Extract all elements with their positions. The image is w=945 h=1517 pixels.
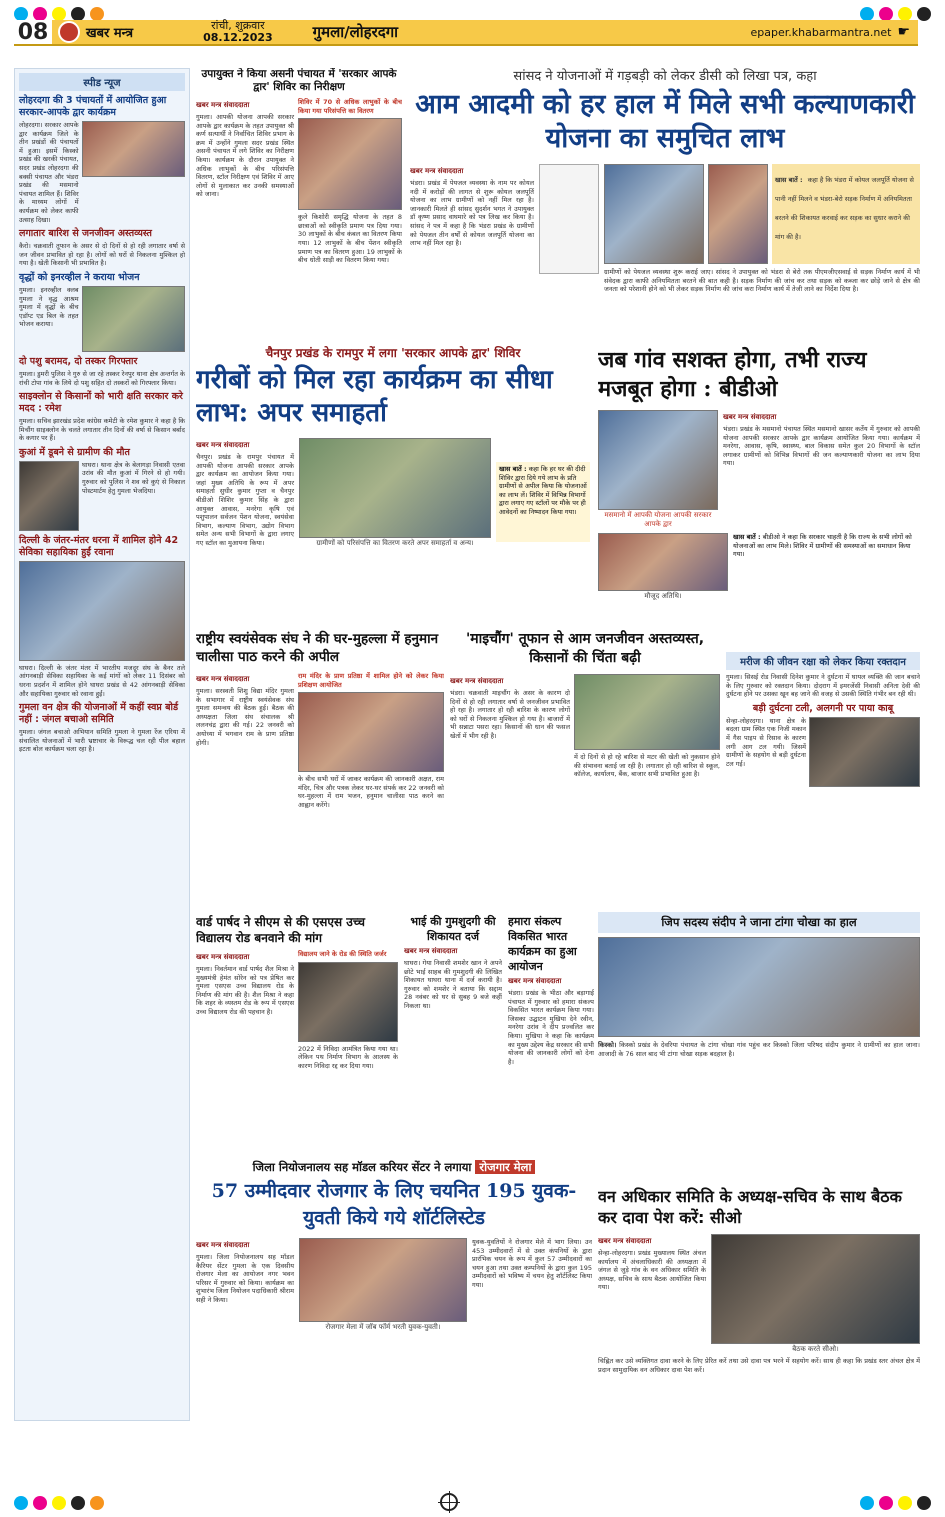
brief-headline: दो पशु बरामद, दो तस्कर गिरफ्तार (19, 355, 138, 367)
color-dots-right (860, 7, 931, 21)
issue-date: 08.12.2023 (203, 31, 273, 44)
story-gaon (598, 346, 920, 646)
guests-photo (598, 533, 728, 591)
story-headline-2: बड़ी दुर्घटना टली, अलगनी पर पाया काबू (752, 702, 894, 714)
story-photo (298, 692, 444, 772)
story-bhai (404, 914, 502, 1152)
story-chainpur (196, 344, 590, 626)
story-byline: खबर मन्त्र संवाददाता (598, 1237, 652, 1245)
brief-headline: गुमला वन क्षेत्र की योजनाओं में कहीं स्वप्न बोर्ड नहीं : जंगल बचाओ समिति (19, 702, 179, 726)
brief-body: गुमला। इनरव्हील क्लब गुमला ने वृद्ध आश्रम गुमला में वृद्धों के बीच एडॉप्ट एड बिल के तहत भोजन कराया। (19, 285, 79, 329)
section-title: गुमला/लोहरदगा (312, 23, 399, 41)
khas-label: खास बातें : (499, 465, 527, 473)
city-day: रांची, शुक्रवार (211, 19, 265, 32)
story-headline: जब गांव सशक्त होगा, तभी राज्य मजबूत होगा : बीडीओ (598, 347, 867, 402)
story-body-2: ग्रामीणों को पेयजल व्यवस्था शुरू कराई जाए। सांसद ने उपायुक्त को भंडरा से बेरो तक पीएमजीएसवाई से सड़क निर्माण कार्य में भी संवेदक द्वारा काफी अनियमितता बरतने की बात कही है। सड़क निर्माण की जांच कर तथा सड़क को कब्जा कर छोड़े जाने से क्षेत्र की जनता को परेशानी होने को भी लेकर सड़क निर्माण की जांच करा निर्माण कार्य में तेजी लाने का निर्देश दिया है। (604, 268, 920, 294)
khas-box (772, 164, 920, 264)
story-headline: उपायुक्त ने किया असनी पंचायत में 'सरकार आपके द्वार' शिविर का निरीक्षण (201, 68, 397, 93)
story-byline: खबर मन्त्र संवाददाता (196, 675, 250, 683)
brief-headline: लोहरदगा की 3 पंचायतों में आयोजित हुआ सरकार-आपके द्वार कार्यक्रम (19, 95, 167, 118)
brief-photo (82, 121, 185, 177)
registration-strip-bottom (0, 1489, 945, 1517)
photo-caption: रोजगार मेला में जॉब फॉर्म भरती युवक-युवती। (325, 1323, 441, 1331)
brief-body: लोहरदगा। सरकार आपके द्वार कार्यक्रम जिले के तीन प्रखंडों की पंचायतों में हुआ। इसमें किस्को प्रखंड की खरकी पंचायत, सदर प्रखंड लोहरदगा की बक्सी पंचायत और भंडरा प्रखंड की मसमानो पंचायत शामिल हैं। शिविर के माध्यम लोगों में कार्यक्रम को लेकर काफी उत्साह दिखा। (19, 121, 79, 224)
khas-box (733, 533, 920, 601)
story-body-2: सेन्हा-लोहरदगा। थाना क्षेत्र के बदला ग्राम स्थित एक निजी मकान में गैस पाइप से रिसाव के कारण लगी आग टल गयी। जिसमें ग्रामीणों के सहयोग से बड़ी दुर्घटना टल गई। (726, 716, 806, 768)
brief-body: गुमला। जंगल बचाओ अभियान समिति गुमला ने गुमला रेंज एरिया में संचालित योजनाओं में भारी भ्रष्टाचार के विरूद्ध चल रही पील बहाल इटता बोल कार्यक्रम चला रहा है। (19, 728, 185, 754)
story-rss (196, 630, 444, 910)
story-sankalp (508, 914, 594, 1152)
story-body-2: युवक-युवतियों ने रोजगार मेले में भाग लिया। उन 453 उम्मीदवारों में से उक्त कंपनियों के द्वारा प्रारंभिक चयन के रूप में कुल 57 उम्मीदवारों का चयन हुआ तथा उक्त कम्पनियों के द्वारा कुल 195 उम्मीदवारों को भविष्य में चयन हेतु शॉर्टलिस्ट किया गया। (472, 1238, 592, 1289)
story-byline: खबर मन्त्र संवाददाता (508, 977, 562, 985)
brief-body: गुमला। सचिव झारखंड प्रदेश कांग्रेस कमेटी के रमेश कुमार ने कहा है कि मिचौंग साइक्लोन के चलते लगातार तीन दिनों की वर्षा से किसान बर्बाद के कगार पर हैं। (19, 417, 185, 443)
story-right-briefs (726, 652, 920, 910)
story-headline: वार्ड पार्षद ने सीएम से की एसएस उच्च विद्यालय रोड बनवाने की मांग (196, 915, 366, 945)
story-headline: हमारा संकल्प विकसित भारत कार्यक्रम का हुआ आयोजन (508, 915, 577, 973)
story-byline: खबर मन्त्र संवाददाता (410, 167, 464, 175)
story-byline: खबर मन्त्र संवाददाता (196, 441, 250, 449)
story-body: गुमला। सरस्वती शिशु विद्या मंदिर गुमला के सभागार में राष्ट्रीय स्वयंसेवक संघ गुमला समन्वय की बैठक हुई। बैठक की अध्यक्षता जिला संघ संचालक श्री ललनचंद्र द्वारा की गई। 22 जनवरी को अयोध्या में भगवान राम के प्राण प्रतिष्ठा होगी। (196, 687, 294, 747)
brief-body: घाघरा। दिल्ली के जंतर मंतर में भारतीय मजदूर संघ के बैनर तले आंगनबाड़ी सेविका सहायिका के कई मांगों को लेकर 11 दिसंबर को धरना प्रदर्शन में शामिल होने घाघरा प्रखंड से 42 आंगनबाड़ी सेविका और सहायिका गुरुवार को रवाना हुईं। (19, 663, 185, 698)
story-headline: वन अधिकार समिति के अध्यक्ष-सचिव के साथ बैठक कर दावा पेश करें: सीओ (598, 1187, 902, 1227)
story-body: गुमला। निवर्तमान वार्ड पार्षद शैल मिश्रा ने मुख्यमंत्री हेमंत सोरेन को पत्र प्रेषित कर गुमला एसएस उच्च विद्यालय रोड के निर्माण की मांग की है। शैल मिश्रा ने कहा कि शहर के व्यस्तम रोड के रूप में एसएस उच्च विद्यालय रोड की पहचान है। (196, 965, 294, 1016)
story-photo (298, 962, 398, 1042)
brief-headline: दिल्ली के जंतर-मंतर धरना में शामिल होने 42 सेविका सहायिका हुईं रवाना (19, 534, 179, 558)
photo-caption: शिविर में 70 से अधिक लाभुकों के बीच किया गया परिसंपत्ति का वितरण (298, 98, 402, 115)
brief-body: घाघरा। थाना क्षेत्र के बेलागड़ा निवासी एतवा उरांव की मौत कुआं में गिरने से हो गयी। गुरुवार को पुलिस ने शव को कुएं से निकाल पोस्टमार्टम हेतु गुमला भेजदिया। (82, 460, 185, 495)
brief-photo (82, 286, 185, 352)
dateline (203, 20, 273, 44)
brief-photo (19, 561, 185, 661)
khas-text: कहा कि हर घर की दीदी शिविर द्वारा दिये गये लाभ के प्रति ग्रामीणों से अपील किया कि योजनाओं का लाभ लें। शिविर में विभिन्न विभागों द्वारा लगाए गए स्टॉलों पर मौके पर ही आवेदनों का निष्पादन किया गया। (499, 465, 587, 516)
brief-body: गुमला। डुमरी पुलिस ने गुरु से जा रहे तस्कर रेनपुर थाना क्षेत्र अन्तर्गत के रांची टोपा गांव के लिये दो पशु सहित दो तस्करों को गिरफ्तार किया। (19, 369, 185, 387)
photo-caption: मौजूद अतिथि। (644, 592, 682, 600)
kicker-text: जिला नियोजनालय सह मॉडल करियर सेंटर ने लगाया (252, 1160, 472, 1174)
story-byline: खबर मन्त्र संवाददाता (723, 413, 777, 421)
story-body: चैनपुर। प्रखंड के रामपुर पंचायत में आपकी योजना आपकी सरकार आपके द्वार कार्यक्रम का आयोजन किया गया। जहां मुख्य अतिथि के रूप में अपर समाहर्ता सुधीर कुमार गुप्ता व चैनपुर बीडीओ शिशिर कुमार सिंह के द्वारा आयुक्त आवास, मनरेगा कृषि एवं पशुपालन सर्वजन पेंशन योजना, स्वयंसेवा विभाग, कल्याण विभाग, उद्योग विभाग समेत अन्य सभी विभागों के द्वारा लगाए गए स्टॉल का मुआयना किया। (196, 453, 294, 547)
brief-headline: वृद्धों को इनरव्हील ने कराया भोजन (19, 271, 140, 283)
story-body-3: किस्को प्रखंड के देवरिया पंचायत के टांगा चोखा गांव पहुंच कर किस्को जिला परिषद संदीप कुमार ने ग्रामीणों का हाल जाना। आजादी के 76 साल बाद भी टांगा चोखा सड़क बदहाल है। (598, 1041, 920, 1058)
color-dots-left (14, 7, 104, 21)
epaper-url[interactable]: epaper.khabarmantra.net (750, 25, 892, 39)
story-body: सेन्हा-लोहरदगा। प्रखंड मुख्यालय स्थित अंचल कार्यालय में अंचलाधिकारी की अध्यक्षता में जंगल से जुड़े गांव के वन अधिकार समिति के अध्यक्ष, सचिव के साथ बैठक आयोजित किया गया। (598, 1249, 706, 1292)
story-photo (598, 937, 920, 1037)
story-body: भंडरा। प्रखंड में पेयजल व्यवस्था के नाम पर कोयल नदी में करोड़ों की लागत से शुरू कोयल जलपूर्ति योजना का लाभ ग्रामीणों को नहीं मिल रहा है। जानकारी मिलते ही सांसद सुदर्शन भगत ने उपायुक्त डॉ कृष्ण प्रसाद वाघमारे को पत्र लिख कर किया है। सांसद ने पत्र में कहा है कि भंडरा प्रखंड के ग्रामीणों को पेयजल तीन वर्षों से कोयल जलपूर्ति योजना का लाभ नहीं मिल रहा है। (410, 179, 534, 248)
story-body: भंडरा। प्रखंड के भीठा और बड़ागाई पंचायत में गुरुवार को हमारा संकल्प विकसित भारत कार्यक्रम किया गया। जिसका उद्घाटन मुखिया देने रवीन, मनरेगा उरांव ने दीप प्रज्वलित कर किया। मुखिया ने कहा कि कार्यक्रम का मुख्य उद्देश्य केंद्र सरकार की सभी योजना की जानकारी लोगों को देना है। (508, 989, 594, 1066)
speed-news-column (14, 68, 190, 1421)
story-kicker: मरीज की जीवन रक्षा को लेकर किया रक्तदान (726, 652, 920, 670)
color-dots-left (14, 1496, 104, 1510)
pointing-hand-icon: ☛ (897, 24, 910, 40)
story-body: गुमला। जिला नियोजनालय सह मॉडल कैरियर सेंटर गुमला के एक दिवसीय रोजगार मेला का आयोजन नगर भवन परिसर में गुरुवार को किया। कार्यक्रम का शुभारंभ जिला नियोजन पदाधिकारी श्रीराम सही ने किया। (196, 1253, 294, 1304)
photo-caption: मसमानो में आपकी योजना आपकी सरकार आपके द्वार (604, 511, 712, 528)
story-body: भंडरा। चक्रवाती माइचौंग के असर के कारण दो दिनों से हो रही लगातार वर्षा से जनजीवन प्रभावित हो रहा है। लगातार हो रही बारिश के कारण लोगों को घरों से निकलना मुश्किल हो गया है। बाजारों में भी सन्नाटा पसरा रहा। किसानों की धान की फसल खेतों में भीग रही है। (450, 689, 570, 740)
story-ward (196, 914, 398, 1152)
khas-text: बीडीओ ने कहा कि सरकार चाहती है कि राज्य के सभी लोगों को योजनाओं का लाभ मिले। शिविर में ग्रामीणों की समस्याओं का समाधान किया गया। (733, 533, 912, 558)
photo-caption: विद्यालय जाने के रोड की स्थिति जर्जर (298, 950, 387, 958)
logo-circle-icon (58, 21, 80, 43)
story-byline: खबर मन्त्र संवाददाता (450, 677, 504, 685)
story-body: गुमला। सिसई रोड निवासी दिनेश कुमार ने दुर्घटना में घायल व्यक्ति की जान बचाने के लिए गुरुवार को रक्तदान किया। दोदराग में इमरजेंसी निवासी अनिता देवी की दुर्घटना होने पर उसका खून बह जाने की वजह से उसकी स्थिति गंभीर बन रही थी। (726, 673, 920, 699)
color-dots-right (860, 1496, 931, 1510)
story-upayukt (196, 68, 402, 340)
story-headline: राष्ट्रीय स्वयंसेवक संघ ने की घर-मुहल्ला में हनुमान चालीसा पाठ करने की अपील (196, 631, 439, 665)
story-photo (711, 1234, 920, 1344)
story-photo (809, 717, 920, 787)
story-headline: 'माइचौंग' तूफान से आम जनजीवन अस्तव्यस्त, किसानों की चिंता बढ़ी (465, 631, 705, 666)
mp-photo (708, 164, 768, 264)
story-sansad (410, 66, 920, 340)
story-kicker: सांसद ने योजनाओं में गड़बड़ी को लेकर डीसी को लिखा पत्र, कहा (513, 69, 817, 84)
story-body: भंडरा। प्रखंड के मसमानो पंचायत स्थित मसमानो खासर कर्तेय में गुरुवार को आपकी योजना आपकी सरकार आपके द्वार कार्यक्रम आयोजित किया गया। कार्यक्रम में मनरेगा, आवास, कृषि, स्वास्थ्य, बाल विकास समेत कुल 20 विभागों के स्टॉल लगाकर ग्रामीणों को विभिन्न विभागों की जन कल्याणकारी योजना का लाभ दिया गया। (723, 425, 920, 468)
rozgar-tag: रोजगार मेला (475, 1160, 535, 1174)
brief-body: कैरो। चक्रवाती तूफान के असर से दो दिनों से हो रही लगातार वर्षा से जन जीवन प्रभावित हो रहा है। लोगों को घरों से निकलना मुश्किल हो गया है। खेती किसानी भी प्रभावित है। (19, 242, 185, 268)
story-van (598, 1186, 920, 1480)
story-kicker (196, 1160, 592, 1175)
story-body: गुमला। आपकी योजना आपकी सरकार आपके द्वार कार्यक्रम के तहत उपायुक्त श्री कर्ण सत्यार्थी ने निर्वाचित शिविर प्रभाग के क्रम में उन्होंने गुमला सदर प्रखंड स्थित असनी पंचायत में लगे शिविर का निरीक्षण किया। कार्यक्रम के दौरान उपायुक्त ने अधिक लाभुकों के बीच परिसंपत्ति वितरण, स्टॉल निरीक्षण एवं शिविर में आए लोगों से मुलाकात कर उनकी समस्याओं को जाना। (196, 113, 294, 199)
story-byline: खबर मन्त्र संवाददाता (196, 1241, 250, 1249)
story-body (598, 1041, 920, 1058)
story-headline: गरीबों को मिल रहा कार्यक्रम का सीधा लाभ: अपर समाहर्ता (196, 365, 553, 428)
khas-box (496, 462, 590, 542)
story-michaung (450, 630, 720, 910)
story-body-2: कुले किशोरी समृद्धि योजना के तहत 8 छात्राओं को स्वीकृति प्रमाण पत्र दिया गया। 30 लाभुकों के बीच कंबल का वितरण किया गया। 12 लाभुकों के बीच पेंशन स्वीकृति प्रमाण पत्र का वितरण हुआ। 19 लाभुकों के बीच धोती साड़ी का वितरण किया गया। (298, 213, 402, 265)
brief-headline: कुआं में डूबने से ग्रामीण की मौत (19, 446, 130, 458)
story-photo (574, 674, 720, 750)
story-body-2: के बीच सभी घरों में जाकर कार्यक्रम की जानकारी अक्षत, राम मंदिर, चित्र और पत्रक लेकर घर-घर संपर्क कर 22 जनवरी को घर-मुहल्ला में राम भजन, हनुमान चालीसा पाठ करने का आह्वान करेंगे। (298, 775, 444, 809)
brand-name: खबर मन्त्र (86, 26, 134, 41)
story-photo (598, 410, 718, 510)
letter-image (539, 164, 599, 274)
story-byline: खबर मन्त्र संवाददाता (404, 947, 458, 955)
khas-label: खास बातें : (733, 533, 761, 541)
story-byline: खबर मन्त्र संवाददाता (196, 953, 250, 961)
story-headline: 57 उम्मीदवार रोजगार के लिए चयनित 195 युवक-युवती किये गये शॉर्टलिस्टेड (211, 1180, 577, 1229)
page-number: 08 (14, 20, 52, 44)
photo-caption: राम मंदिर के प्राण प्रतिष्ठा में शामिल होने को लेकर किया प्रशिक्षण आयोजित (298, 672, 444, 689)
speed-news-label: स्पीड न्यूज (19, 73, 185, 91)
story-photo (299, 1238, 467, 1322)
story-rozgar (196, 1160, 592, 1480)
story-kisko (598, 912, 920, 1182)
story-body-2: 2022 में निविदा आमंत्रित किया गया था। लेकिन पथ निर्माण विभाग के आलस्य के कारण निविदा रद्द कर दिया गया। (298, 1044, 398, 1070)
masthead (14, 20, 918, 46)
story-photo (299, 438, 491, 538)
story-photo (298, 118, 402, 210)
khas-label: खास बातें : (775, 176, 803, 184)
story-body: घाघरा। गेया निवासी शमशेर खान ने अपने छोटे भाई साहब की गुमशुदगी की लिखित शिकायत घाघरा थाना में दर्ज करायी है। गुरुवार को शमशेर ने बताया कि सद्दाम 28 नवंबर को घर से सुबह 9 बजे कहीं निकला था। (404, 959, 502, 1010)
brief-headline: साइक्लोन से किसानों को भारी क्षति सरकार करे मदद : रमेश (19, 391, 183, 415)
photo-caption: बैठक करते सीओ। (792, 1345, 839, 1353)
photo-caption: किस्को। (598, 1041, 617, 1049)
brief-photo (19, 461, 79, 531)
registration-mark-icon (440, 1493, 458, 1511)
story-kicker: चैनपुर प्रखंड के रामपुर में लगा 'सरकार आपके द्वार' शिविर (265, 346, 521, 360)
story-body-2: में दो दिनों से हो रहे बारिश से मटर की खेती को नुकसान होने की संभावना बताई जा रही है। लगातार हो रही बारिश से स्कूल, कॉलेज, कार्यालय, बैंक, बाजार सभी प्रभावित हुआ है। (574, 753, 720, 779)
tank-photo (604, 164, 704, 264)
story-headline: भाई की गुमशुदगी की शिकायत दर्ज (410, 915, 496, 943)
brief-headline: लगातार बारिश से जनजीवन अस्तव्यस्त (19, 228, 152, 240)
story-headline: आम आदमी को हर हाल में मिले सभी कल्याणकारी योजना का समुचित लाभ (415, 89, 915, 154)
khas-text: कहा है कि भंडरा में कोयल जलपूर्ति योजना से पानी नहीं मिलने व भंडरा-बेरो सड़क निर्माण में अनियमितता बरतने की शिकायत करवाई कर सड़क का सुधार कराने की मांग की है। (775, 176, 914, 241)
story-headline: जिप सदस्य संदीप ने जाना टांगा चोखा का हाल (598, 912, 920, 933)
story-body-2: चिह्नित कर उसे व्यक्तिगत दावा करने के लिए प्रेरित करें तथा उसे दावा पत्र भरने में सहयोग करें। साथ ही कहा कि प्रखंड स्तर अंचल क्षेत्र में प्रदान सामुदायिक वन अधिकार दावा पेश करें। (598, 1357, 920, 1374)
story-byline: खबर मन्त्र संवाददाता (196, 101, 250, 109)
photo-caption: ग्रामीणों को परिसंपत्ति का वितरण करते अपर समाहर्ता व अन्य। (316, 539, 474, 547)
